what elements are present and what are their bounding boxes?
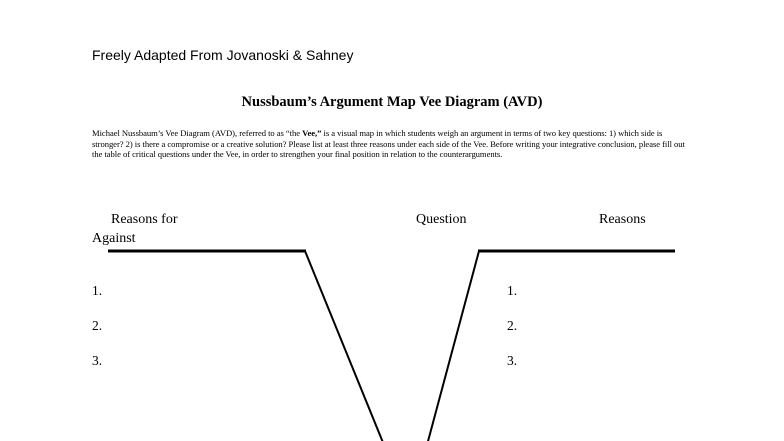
left-item-3: 3.	[92, 353, 103, 368]
document-title: Nussbaum’s Argument Map Vee Diagram (AVD)	[241, 94, 543, 110]
vee-left-diagonal	[305, 251, 384, 441]
question-header: Question	[416, 212, 467, 227]
intro-text-start: Michael Nussbaum’s Vee Diagram (AVD), referred to as “the	[92, 128, 303, 138]
right-item-3: 3.	[507, 353, 518, 368]
left-item-2: 2.	[92, 318, 103, 333]
attribution-text: Freely Adapted From Jovanoski & Sahney	[92, 47, 354, 63]
vee-right-diagonal	[427, 251, 479, 441]
intro-text-end: is a visual map in which students weigh an argument in terms of two key questions: 1) which side is stronger? 2) is there a compromise or a creative solution? Please list at least three reasons under each side of the Vee. Before writing your integrative conclusion, please fill out the table of critical questions under the Vee, in order to strengthen your final position in relation to the counterarguments.	[92, 128, 685, 159]
left-item-1: 1.	[92, 283, 103, 298]
right-item-2: 2.	[507, 318, 518, 333]
intro-text-bold: Vee,”	[302, 128, 322, 138]
right-item-1: 1.	[507, 283, 518, 298]
left-header-line-1: Reasons for	[111, 212, 178, 227]
left-header-line-2: Against	[92, 231, 136, 246]
right-header: Reasons	[599, 212, 646, 227]
